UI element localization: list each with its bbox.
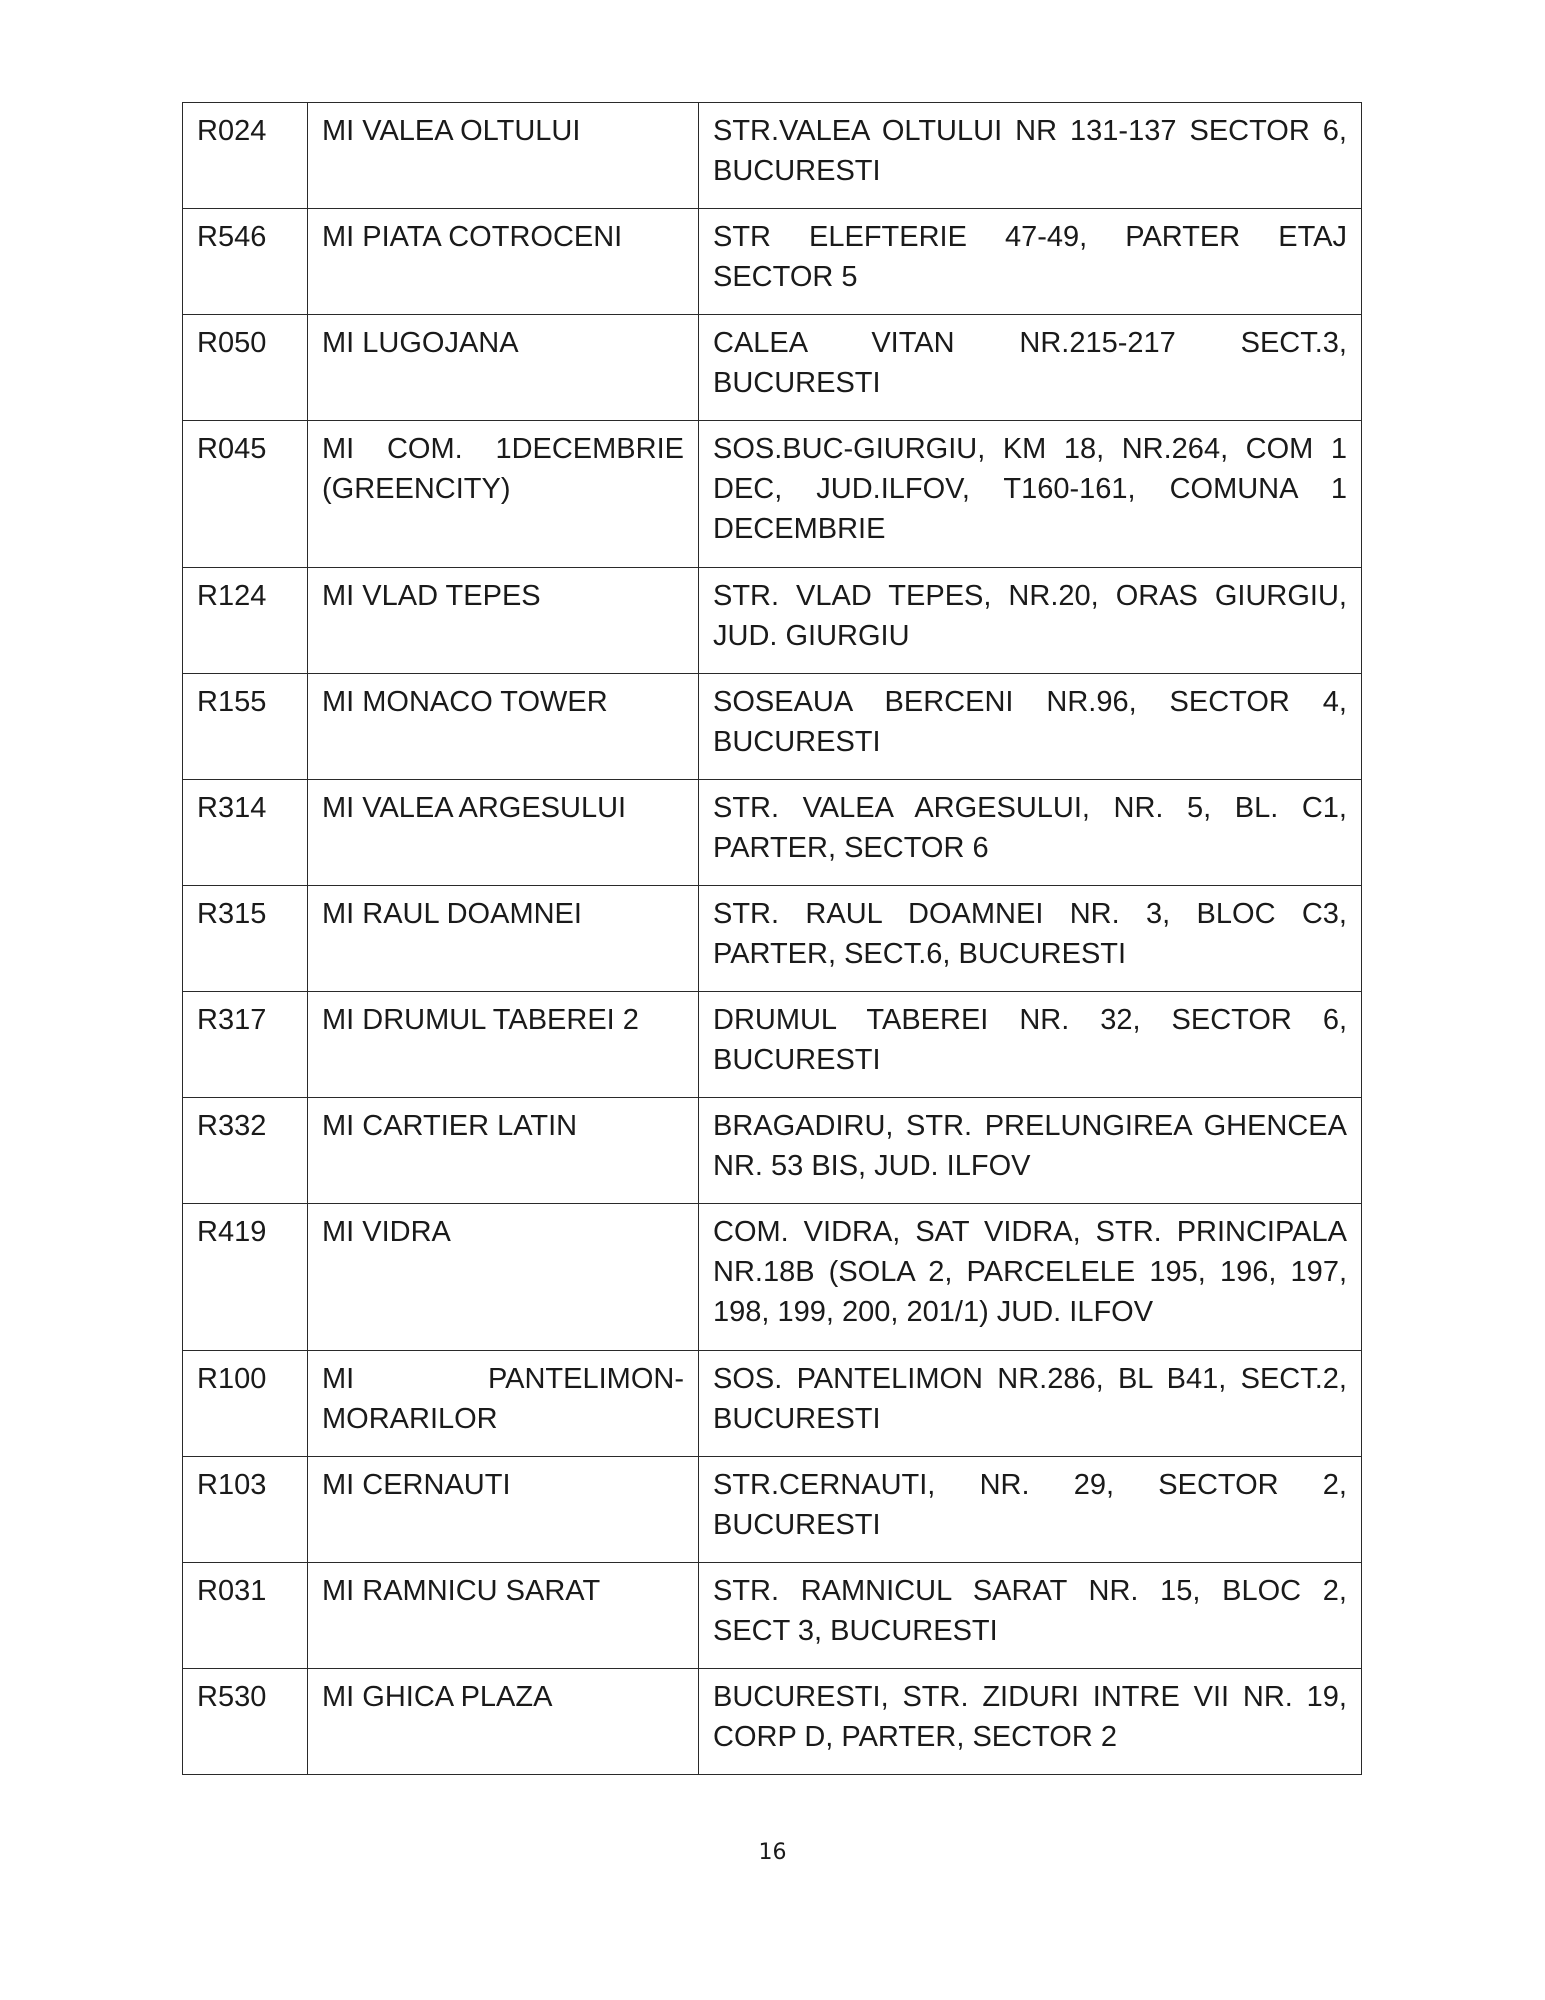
- store-address-cell: SOS. PANTELIMON NR.286, BL B41, SECT.2, BUCURESTI: [699, 1351, 1362, 1457]
- store-address-cell: DRUMUL TABEREI NR. 32, SECTOR 6, BUCURESTI: [699, 992, 1362, 1098]
- store-name-cell: MI PIATA COTROCENI: [308, 209, 699, 315]
- table-row: [183, 1204, 1362, 1351]
- store-address-cell: STR ELEFTERIE 47-49, PARTER ETAJ SECTOR 5: [699, 209, 1362, 315]
- store-address-cell: CALEA VITAN NR.215-217 SECT.3, BUCURESTI: [699, 315, 1362, 421]
- store-name-cell: MI COM. 1DECEMBRIE (GREENCITY): [308, 421, 699, 568]
- store-name-cell: MI GHICA PLAZA: [308, 1669, 699, 1775]
- table-row: [183, 1669, 1362, 1775]
- store-code-cell: R031: [183, 1563, 308, 1669]
- table-row: [183, 1098, 1362, 1204]
- store-name-cell: MI RAMNICU SARAT: [308, 1563, 699, 1669]
- table-row: [183, 992, 1362, 1098]
- store-code-cell: R124: [183, 568, 308, 674]
- store-name-cell: MI CARTIER LATIN: [308, 1098, 699, 1204]
- store-code-cell: R315: [183, 886, 308, 992]
- table-row: [183, 1563, 1362, 1669]
- store-code-cell: R314: [183, 780, 308, 886]
- store-code-cell: R103: [183, 1457, 308, 1563]
- store-name-cell: MI DRUMUL TABEREI 2: [308, 992, 699, 1098]
- store-code-cell: R317: [183, 992, 308, 1098]
- store-code-cell: R530: [183, 1669, 308, 1775]
- page-number: 16: [758, 1840, 787, 1865]
- table-row: [183, 1457, 1362, 1563]
- table-row: [183, 103, 1362, 209]
- store-address-cell: STR. VLAD TEPES, NR.20, ORAS GIURGIU, JUD. GIURGIU: [699, 568, 1362, 674]
- store-address-table: [182, 102, 1362, 1775]
- store-code-cell: R050: [183, 315, 308, 421]
- store-name-cell: MI LUGOJANA: [308, 315, 699, 421]
- store-address-cell: STR. RAUL DOAMNEI NR. 3, BLOC C3, PARTER, SECT.6, BUCURESTI: [699, 886, 1362, 992]
- store-name-cell: MI VLAD TEPES: [308, 568, 699, 674]
- store-code-cell: R419: [183, 1204, 308, 1351]
- store-address-cell: STR. RAMNICUL SARAT NR. 15, BLOC 2, SECT 3, BUCURESTI: [699, 1563, 1362, 1669]
- table-body: [183, 103, 1362, 1775]
- store-address-cell: BUCURESTI, STR. ZIDURI INTRE VII NR. 19, CORP D, PARTER, SECTOR 2: [699, 1669, 1362, 1775]
- store-code-cell: R546: [183, 209, 308, 315]
- store-code-cell: R045: [183, 421, 308, 568]
- store-address-cell: STR.CERNAUTI, NR. 29, SECTOR 2, BUCURESTI: [699, 1457, 1362, 1563]
- store-name-cell: MI VIDRA: [308, 1204, 699, 1351]
- table-row: [183, 674, 1362, 780]
- store-name-cell: MI CERNAUTI: [308, 1457, 699, 1563]
- store-code-cell: R332: [183, 1098, 308, 1204]
- table-row: [183, 209, 1362, 315]
- table-row: [183, 1351, 1362, 1457]
- store-code-cell: R024: [183, 103, 308, 209]
- store-address-cell: SOS.BUC-GIURGIU, KM 18, NR.264, COM 1 DEC, JUD.ILFOV, T160-161, COMUNA 1 DECEMBRIE: [699, 421, 1362, 568]
- table-row: [183, 780, 1362, 886]
- store-name-cell: MI RAUL DOAMNEI: [308, 886, 699, 992]
- table-row: [183, 421, 1362, 568]
- store-name-cell: MI MONACO TOWER: [308, 674, 699, 780]
- store-address-cell: SOSEAUA BERCENI NR.96, SECTOR 4, BUCURESTI: [699, 674, 1362, 780]
- store-name-cell: MI PANTELIMON-MORARILOR: [308, 1351, 699, 1457]
- store-address-cell: STR. VALEA ARGESULUI, NR. 5, BL. C1, PARTER, SECTOR 6: [699, 780, 1362, 886]
- table-row: [183, 886, 1362, 992]
- store-name-cell: MI VALEA ARGESULUI: [308, 780, 699, 886]
- store-code-cell: R155: [183, 674, 308, 780]
- store-name-cell: MI VALEA OLTULUI: [308, 103, 699, 209]
- store-address-cell: STR.VALEA OLTULUI NR 131-137 SECTOR 6, BUCURESTI: [699, 103, 1362, 209]
- store-code-cell: R100: [183, 1351, 308, 1457]
- store-address-cell: COM. VIDRA, SAT VIDRA, STR. PRINCIPALA NR.18B (SOLA 2, PARCELELE 195, 196, 197, 198, 199, 200, 201/1) JUD. ILFOV: [699, 1204, 1362, 1351]
- store-address-cell: BRAGADIRU, STR. PRELUNGIREA GHENCEA NR. 53 BIS, JUD. ILFOV: [699, 1098, 1362, 1204]
- table-row: [183, 315, 1362, 421]
- table-row: [183, 568, 1362, 674]
